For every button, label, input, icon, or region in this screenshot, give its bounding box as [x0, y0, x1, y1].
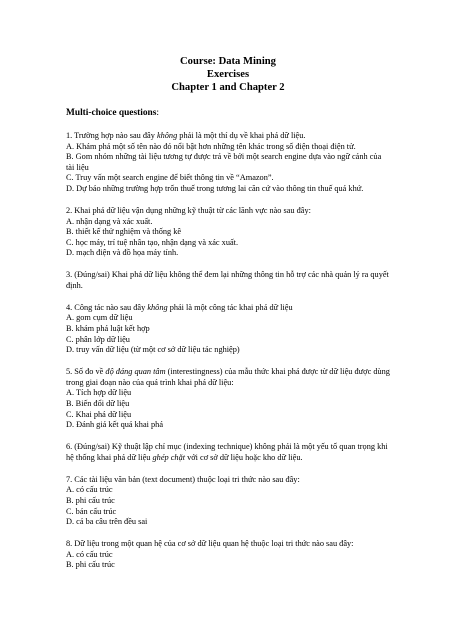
question-list: [66, 131, 390, 571]
question-stem-emphasis: không: [147, 302, 168, 312]
question-stem: [66, 206, 390, 217]
question-stem-emphasis: độ đáng quan tâm: [105, 367, 166, 377]
answer-option: C. Khai phá dữ liệu: [66, 409, 132, 419]
exercises-title: Exercises: [206, 69, 250, 80]
question-stem-text: 4. Công tác nào sau đây: [66, 302, 148, 312]
answer-option: A. gom cụm dữ liệu: [66, 313, 133, 323]
answer-option: B. Gom nhóm những tài liệu tương tự được trả về bởi một search engine dựa vào ngữ cảnh của tài liệu: [66, 152, 382, 172]
question-8: [66, 539, 390, 571]
answer-option: A. có cấu trúc: [66, 485, 113, 495]
question-2: [66, 206, 390, 259]
section-title: Multi-choice questions: [66, 108, 157, 118]
question-3: [66, 270, 390, 291]
question-stem-text: 5. Số đo về: [66, 367, 106, 377]
answer-option: B. khám phá luật kết hợp: [66, 324, 150, 334]
question-stem: [66, 367, 390, 388]
document-header: [66, 55, 390, 94]
question-stem-text: 8. Dữ liệu trong một quan hệ của cơ sở dữ liệu quan hệ thuộc loại tri thức nào sau đây:: [66, 539, 354, 549]
question-stem-text-end: (interestingness) của mẫu thức khai phá được từ dữ liệu được dùng trong giai đoạn nào của quá trình khai phá dữ liệu:: [66, 367, 390, 387]
answer-option: C. học máy, trí tuệ nhân tạo, nhận dạng và xác xuất.: [66, 237, 239, 247]
section-heading: [66, 108, 390, 120]
question-stem-text: 3. (Đúng/sai) Khai phá dữ liệu không thể đem lại những thông tin hỗ trợ các nhà quản lý ra quyết định.: [66, 270, 389, 290]
chapters-title: Chapter 1 and Chapter 2: [171, 82, 285, 93]
question-stem-text-end: phải là một thí dụ về khai phá dữ liệu.: [177, 130, 306, 140]
course-title: Course: Data Mining: [180, 56, 276, 67]
answer-option: D. cả ba câu trên đều sai: [66, 517, 148, 527]
question-stem-text: 1. Trường hợp nào sau đây: [66, 130, 157, 140]
question-stem: [66, 270, 390, 291]
question-stem: [66, 475, 390, 486]
answer-option: C. bán cấu trúc: [66, 506, 117, 516]
question-1: [66, 131, 390, 195]
answer-option: A. nhận dạng và xác xuất.: [66, 216, 153, 226]
question-stem-text-end: với cơ sở dữ liệu hoặc kho dữ liệu.: [185, 452, 303, 462]
answer-option: B. Biến đổi dữ liệu: [66, 399, 130, 409]
question-stem-text-end: phải là một công tác khai phá dữ liệu: [167, 302, 293, 312]
section-title-colon: :: [156, 108, 159, 118]
answer-option: B. phi cấu trúc: [66, 560, 115, 570]
question-4: [66, 303, 390, 356]
question-stem-text: 7. Các tài liệu văn bản (text document) thuộc loại tri thức nào sau đây:: [66, 474, 300, 484]
question-stem-text: 6. (Đúng/sai) Kỹ thuật lập chỉ mục (indexing technique) không phải là một yếu tố quan trọng khi hệ thống khai phá dữ liệu: [66, 442, 388, 462]
answer-option: B. thiết kế thử nghiệm và thống kê: [66, 227, 182, 237]
answer-option: D. Dự báo những trường hợp trốn thuế trong tương lai căn cứ vào thông tin thuế quá khứ.: [66, 183, 364, 193]
answer-option: B. phi cấu trúc: [66, 495, 115, 505]
question-7: [66, 475, 390, 528]
question-6: [66, 442, 390, 463]
question-stem-emphasis: ghép chặt: [152, 452, 186, 462]
question-stem-emphasis: không: [156, 130, 178, 140]
question-stem: [66, 442, 390, 463]
question-stem: [66, 131, 390, 142]
question-5: [66, 367, 390, 431]
answer-option: A. có cấu trúc: [66, 549, 113, 559]
answer-option: C. Truy vấn một search engine để biết thông tin về “Amazon”.: [66, 173, 274, 183]
question-stem: [66, 303, 390, 314]
question-stem-text: 2. Khai phá dữ liệu vận dụng những kỹ thuật từ các lãnh vực nào sau đây:: [66, 205, 311, 215]
answer-option: C. phân lớp dữ liệu: [66, 334, 130, 344]
answer-option: D. mạch điện và đồ họa máy tính.: [66, 248, 179, 258]
answer-option: A. Tích hợp dữ liệu: [66, 388, 132, 398]
question-stem: [66, 539, 390, 550]
answer-option: D. Đánh giá kết quả khai phá: [66, 420, 163, 430]
answer-option: D. truy vấn dữ liệu (từ một cơ sở dữ liệu tác nghiệp): [66, 345, 240, 355]
answer-option: A. Khám phá một số tên nào đó nổi bật hơn những tên khác trong số điện thoại điện tử.: [66, 141, 356, 151]
